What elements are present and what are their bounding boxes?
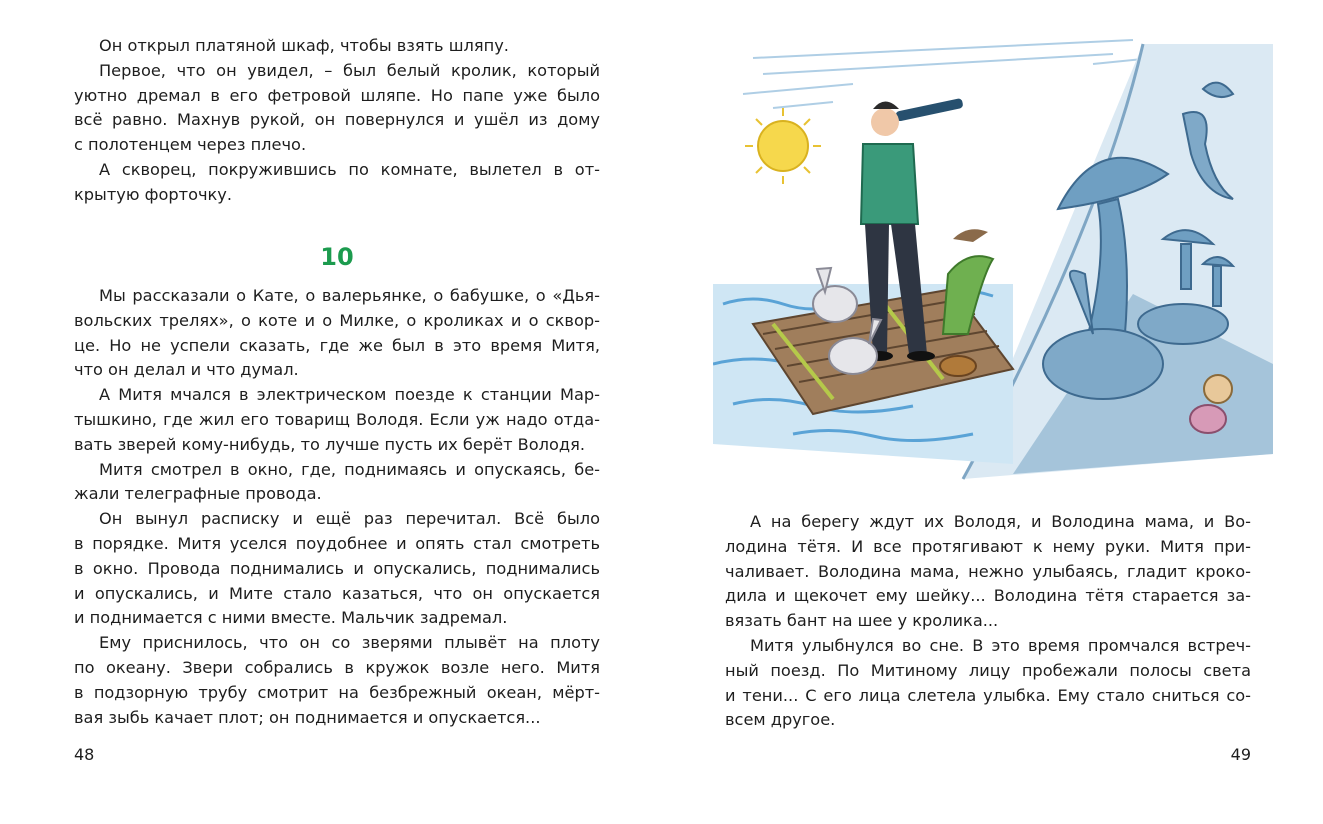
paragraph: А скворец, покружившись по комнате, вылетел в от- xyxy=(99,159,600,179)
paragraph-line: всем другое. xyxy=(725,710,836,730)
text-block-bottom xyxy=(74,284,600,730)
sun xyxy=(745,108,821,184)
paragraph-line: в окно. Провода поднимались и опускались, поднимались xyxy=(74,558,600,578)
paragraph: Мы рассказали о Кате, о валерьянке, о бабушке, о «Дья- xyxy=(99,286,600,305)
paragraph: Митя улыбнулся во сне. В это время промчался встреч- xyxy=(750,635,1251,655)
paragraph-line: вязать бант на шее у кролика... xyxy=(725,611,999,631)
illustration-svg xyxy=(713,34,1273,484)
paragraph: Ему приснилось, что он со зверями плывёт на плоту xyxy=(99,633,600,653)
page-number: 48 xyxy=(74,745,95,764)
paragraph-line: ный поезд. По Митиному лицу пробежали полосы света xyxy=(725,660,1251,680)
paragraph-line: по океану. Звери собрались в кружок возле него. Митя xyxy=(74,657,600,677)
paragraph-line: чаливает. Володина мама, нежно улыбаясь, гладит кроко- xyxy=(725,561,1251,581)
paragraph-line: уютно дремал в его фетровой шляпе. Но папе уже было xyxy=(74,85,600,105)
paragraph-line: вольских трелях», о коте и о Милке, о кроликах и о сквор- xyxy=(74,310,600,330)
paragraph-line: и опускались, и Мите стало казаться, что он опускается xyxy=(74,583,600,603)
paragraph: Митя смотрел в окно, где, поднимаясь и опускаясь, бе- xyxy=(99,459,600,479)
text-block xyxy=(725,510,1251,733)
paragraph-line: что он делал и что думал. xyxy=(74,360,299,380)
paragraph: А на берегу ждут их Володя, и Володина мама, и Во- xyxy=(750,512,1251,531)
raft-dream-illustration xyxy=(713,34,1273,484)
text-block-top xyxy=(74,34,600,208)
left-page xyxy=(0,0,661,824)
right-page xyxy=(661,0,1323,824)
paragraph: Он открыл платяной шкаф, чтобы взять шляпу. xyxy=(99,36,509,55)
paragraph-line: це. Но не успели сказать, где же был в это время Митя, xyxy=(74,335,600,355)
paragraph-line: в подзорную трубу смотрит на безбрежный океан, мёрт- xyxy=(74,682,600,702)
paragraph: Он вынул расписку и ещё раз перечитал. Всё было xyxy=(99,509,600,529)
paragraph-line: лодина тётя. И все протягивают к нему руки. Митя при- xyxy=(725,536,1251,556)
paragraph-line: вая зыбь качает плот; он поднимается и опускается... xyxy=(74,707,541,727)
paragraph-line: дила и щекочет ему шейку... Володина тётя старается за- xyxy=(725,586,1251,606)
paragraph-line: вать зверей кому-нибудь, то лучше пусть их берёт Володя. xyxy=(74,434,585,454)
paragraph-line: жали телеграфные провода. xyxy=(74,484,322,504)
paragraph: Первое, что он увидел, – был белый кролик, который xyxy=(99,60,600,80)
paragraph-line: с полотенцем через плечо. xyxy=(74,135,307,155)
paragraph: А Митя мчался в электрическом поезде к станции Мар- xyxy=(99,385,600,405)
paragraph-line: в порядке. Митя уселся поудобнее и опять стал смотреть xyxy=(74,533,600,553)
turtle xyxy=(940,356,976,376)
chapter-number: 10 xyxy=(320,243,354,271)
paragraph-line: и поднимается с ними вместе. Мальчик задремал. xyxy=(74,608,508,628)
starling xyxy=(953,229,988,242)
paragraph-line: крытую форточку. xyxy=(74,184,233,204)
page-number: 49 xyxy=(1230,745,1251,764)
paragraph-line: всё равно. Махнув рукой, он повернулся и ушёл из дому xyxy=(74,110,600,130)
paragraph-line: тышкино, где жил его товарищ Володя. Если уж надо отда- xyxy=(74,409,600,429)
paragraph-line: и тени... С его лица слетела улыбка. Ему стало сниться со- xyxy=(725,685,1251,705)
